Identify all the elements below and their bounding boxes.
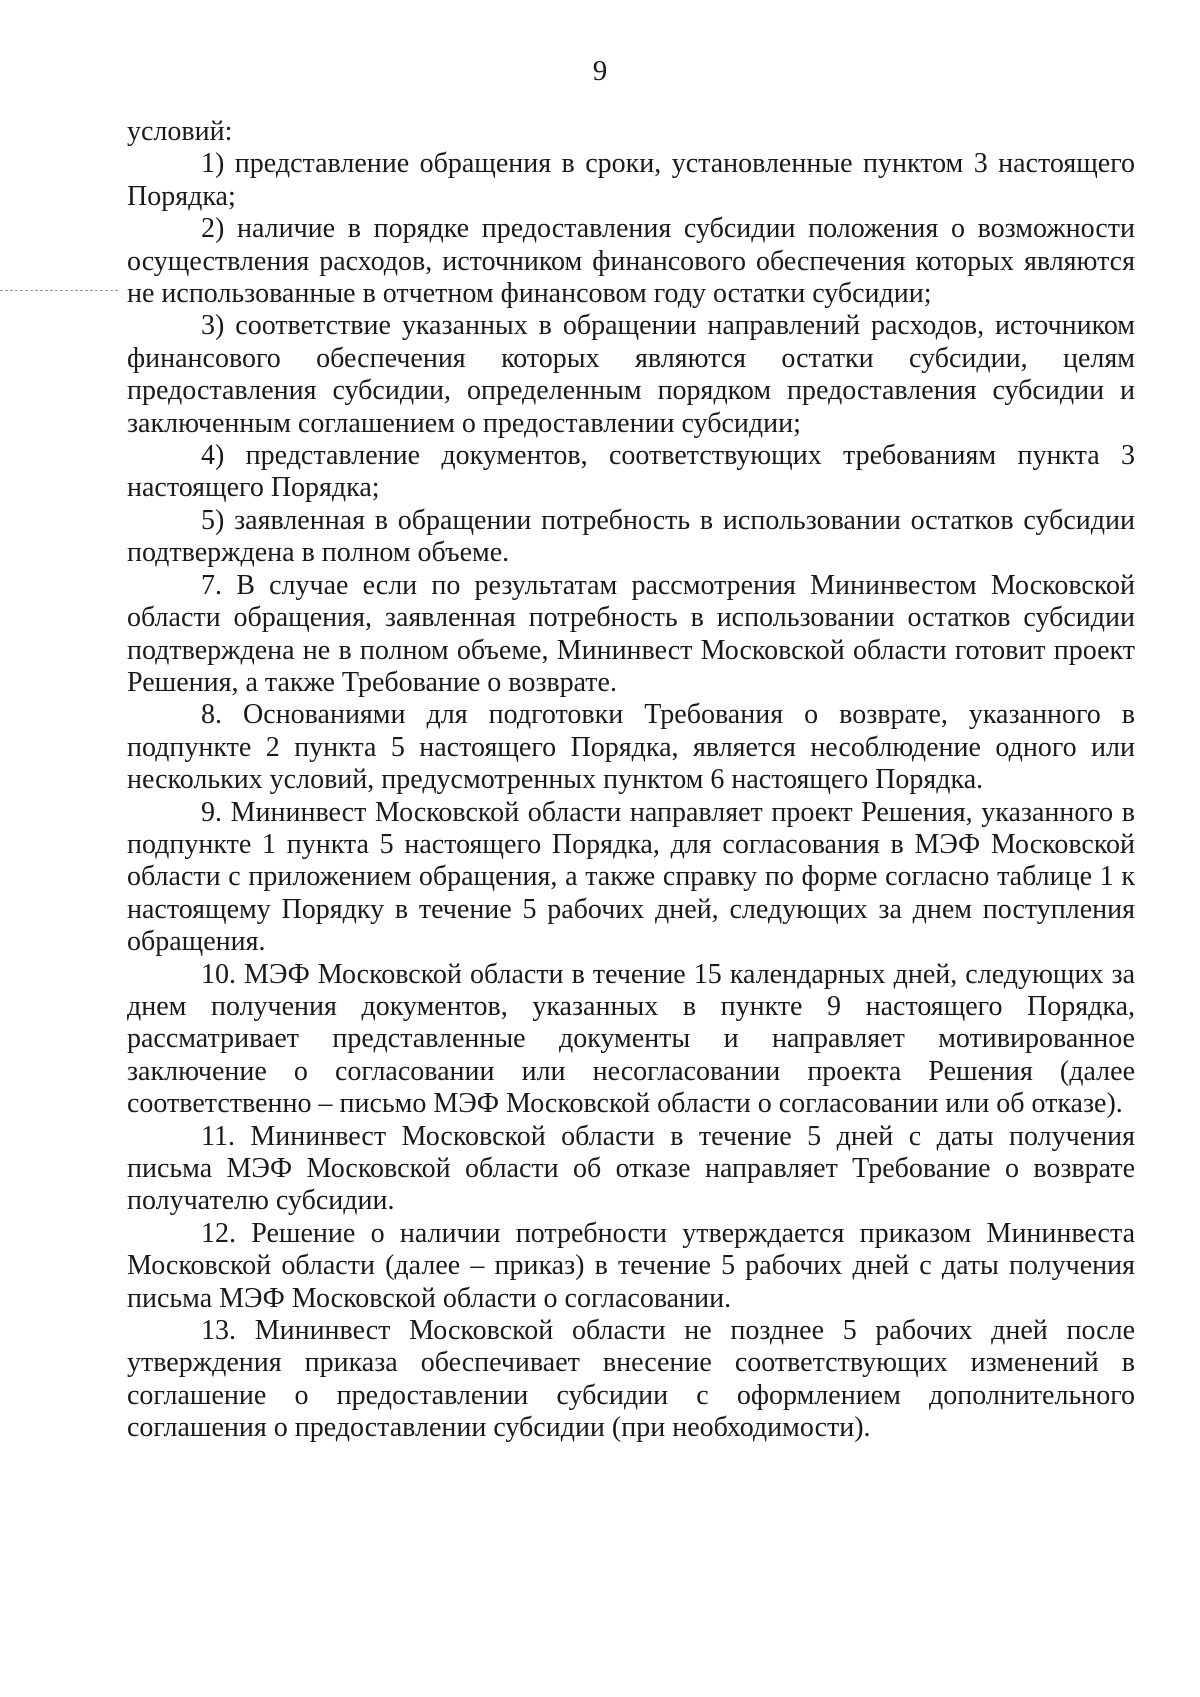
paragraph-item-8: 8. Основаниями для подготовки Требования о возврате, указанного в подпункте 2 пункта 5 настоящего Порядка, является несоблюдение одного или нескольких условий, предусмотренных пунктом 6 настоящего Порядка. — [127, 699, 1135, 796]
paragraph-item-9: 9. Мининвест Московской области направляет проект Решения, указанного в подпункте 1 пункта 5 настоящего Порядка, для согласования в МЭФ Московской области с приложением обращения, а также справку по форме согласно таблице 1 к настоящему Порядку в течение 5 рабочих дней, следующих за днем поступления обращения. — [127, 796, 1135, 958]
page-number: 9 — [592, 55, 608, 87]
paragraph-condition-5: 5) заявленная в обращении потребность в использовании остатков субсидии подтверждена в полном объеме. — [127, 504, 1135, 569]
paragraph-item-12: 12. Решение о наличии потребности утверждается приказом Мининвеста Московской области (далее – приказ) в течение 5 рабочих дней с даты получения письма МЭФ Московской области о согласовании. — [127, 1217, 1135, 1314]
paragraph-condition-1: 1) представление обращения в сроки, установленные пунктом 3 настоящего Порядка; — [127, 148, 1135, 212]
paragraph-item-7: 7. В случае если по результатам рассмотрения Мининвестом Московской области обращения, заявленная потребность в использовании остатков субсидии подтверждена не в полном объеме, Мининвест Московской области готовит проект Решения, а также Требование о возврате. — [127, 569, 1135, 698]
paragraph-condition-4: 4) представление документов, соответствующих требованиям пункта 3 настоящего Порядка; — [127, 440, 1135, 504]
paragraph-continuation: условий: — [127, 116, 233, 147]
paragraph-condition-3: 3) соответствие указанных в обращении направлений расходов, источником финансового обеспечения которых являются остатки субсидии, целям предоставления субсидии, определенным порядком предоставления субсидии и заключенным соглашением о предоставлении субсидии; — [127, 310, 1135, 439]
paragraph-item-10: 10. МЭФ Московской области в течение 15 календарных дней, следующих за днем получения документов, указанных в пункте 9 настоящего Порядка, рассматривает представленные документы и направляет мотивированное заключение о согласовании или несогласовании проекта Решения (далее соответственно – письмо МЭФ Московской области о согласовании или об отказе). — [127, 958, 1135, 1120]
document-body — [127, 116, 1135, 1445]
paragraph-item-11: 11. Мининвест Московской области в течение 5 дней с даты получения письма МЭФ Московской области об отказе направляет Требование о возврате получателю субсидии. — [127, 1120, 1135, 1217]
paragraph-item-13: 13. Мининвест Московской области не позднее 5 рабочих дней после утверждения приказа обеспечивает внесение соответствующих изменений в соглашение о предоставлении субсидии с оформлением дополнительного соглашения о предоставлении субсидии (при необходимости). — [127, 1315, 1135, 1444]
paragraph-condition-2: 2) наличие в порядке предоставления субсидии положения о возможности осуществления расходов, источником финансового обеспечения которых являются не использованные в отчетном финансовом году остатки субсидии; — [127, 213, 1135, 310]
scan-artifact-line — [0, 290, 118, 291]
